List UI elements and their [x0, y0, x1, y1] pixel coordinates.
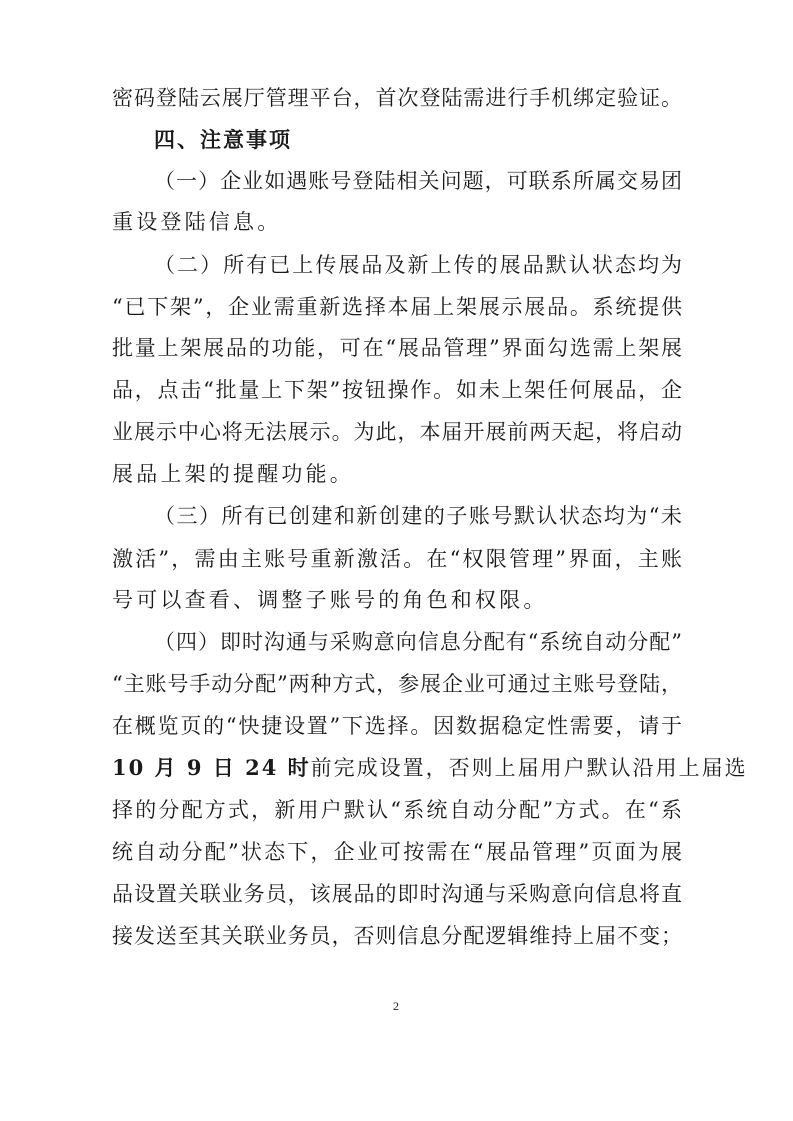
paragraph-line: 重设登陆信息。 — [112, 210, 282, 234]
paragraph-line: （二）所有已上传展品及新上传的展品默认状态均为 — [154, 253, 682, 277]
paragraph-line: （四）即时沟通与采购意向信息分配有“系统自动分配” — [154, 630, 682, 654]
paragraph-line: 号可以查看、调整子账号的角色和权限。 — [112, 588, 548, 612]
paragraph-line: 在概览页的“快捷设置”下选择。因数据稳定性需要，请于 — [112, 714, 682, 738]
paragraph-line: 品，点击“批量上下架”按钮操作。如未上架任何展品，企 — [112, 378, 682, 402]
paragraph-line: （三）所有已创建和新创建的子账号默认状态均为“未 — [154, 504, 682, 528]
paragraph-line: 展品上架的提醒功能。 — [112, 462, 354, 486]
paragraph-line: “已下架”，企业需重新选择本届上架展示展品。系统提供 — [112, 295, 682, 319]
paragraph-line: “主账号手动分配”两种方式，参展企业可通过主账号登陆， — [112, 672, 682, 696]
paragraph-line-text: 前完成设置，否则上届用户默认沿用上届选 — [310, 756, 748, 780]
paragraph-line: 激活”，需由主账号重新激活。在“权限管理”界面，主账 — [112, 547, 682, 571]
paragraph-line: 统自动分配”状态下，企业可按需在“展品管理”页面为展 — [112, 840, 682, 864]
paragraph-line: （一）企业如遇账号登陆相关问题，可联系所属交易团 — [154, 169, 682, 193]
paragraph-line: 密码登陆云展厅管理平台，首次登陆需进行手机绑定验证。 — [112, 86, 682, 110]
paragraph-line: 接发送至其关联业务员，否则信息分配逻辑维持上届不变； — [112, 924, 682, 948]
paragraph-line: 业展示中心将无法展示。为此，本届开展前两天起，将启动 — [112, 420, 682, 444]
section-heading: 四、注意事项 — [154, 128, 292, 152]
paragraph-line: 择的分配方式，新用户默认“系统自动分配”方式。在“系 — [112, 798, 682, 822]
paragraph-line — [112, 754, 748, 782]
paragraph-line: 品设置关联业务员，该展品的即时沟通与采购意向信息将直 — [112, 882, 682, 906]
page-number: 2 — [393, 999, 399, 1013]
deadline-text: 10 月 9 日 24 时 — [112, 755, 311, 780]
paragraph-line: 批量上架展品的功能，可在“展品管理”界面勾选需上架展 — [112, 336, 682, 360]
